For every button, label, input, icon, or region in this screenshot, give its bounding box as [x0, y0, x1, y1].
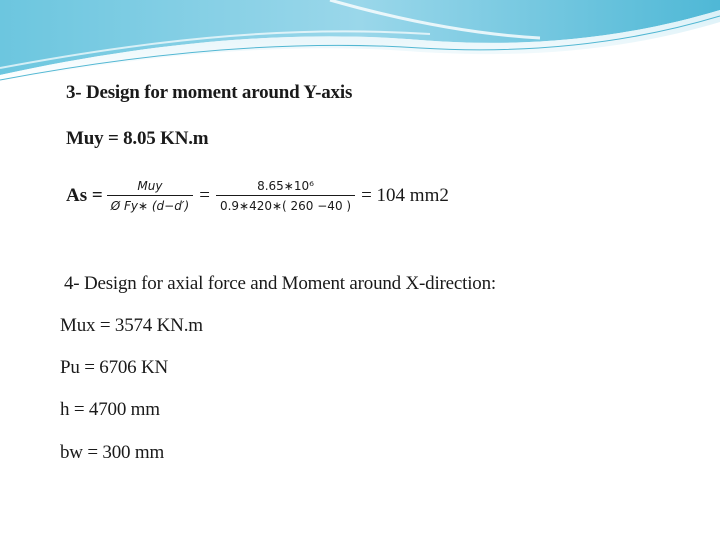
as-result: = 104 mm2: [361, 185, 449, 206]
equals-sign: =: [199, 185, 210, 206]
section4-heading: 4- Design for axial force and Moment around X-direction:: [64, 273, 496, 294]
header-wave-decoration: [0, 0, 720, 90]
fraction-symbolic-denominator: Ø Fy∗ (d−d′): [107, 195, 194, 213]
as-equation: [66, 172, 451, 220]
section3-heading: 3- Design for moment around Y-axis: [66, 82, 353, 103]
h-value: h = 4700 mm: [60, 399, 160, 420]
bw-value: bw = 300 mm: [60, 442, 165, 463]
fraction-numeric-numerator: 8.65∗10⁶: [257, 179, 314, 193]
mux-value: Mux = 3574 KN.m: [60, 315, 203, 336]
fraction-symbolic-numerator: Muy: [137, 179, 163, 193]
fraction-numeric: [216, 179, 355, 213]
fraction-symbolic: [107, 179, 194, 213]
fraction-numeric-denominator: 0.9∗420∗( 260 −40 ): [216, 195, 355, 213]
muy-value: Muy = 8.05 KN.m: [66, 128, 209, 149]
as-label: As =: [66, 185, 103, 206]
pu-value: Pu = 6706 KN: [60, 357, 169, 378]
